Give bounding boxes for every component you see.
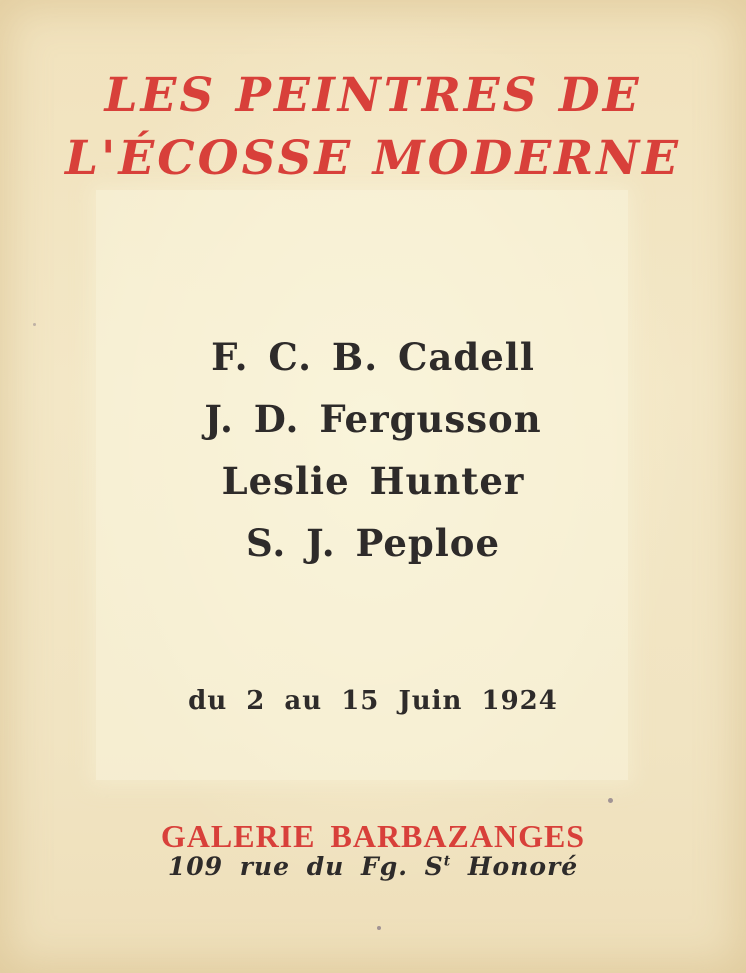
artist-name: Leslie Hunter [221, 459, 525, 503]
address-main: 109 rue du Fg. S [167, 852, 444, 881]
gallery-address [0, 852, 746, 881]
paper-speck [608, 798, 613, 803]
paper-speck [377, 926, 381, 930]
title-line-1: LES PEINTRES DE [104, 68, 642, 123]
artist-list [0, 326, 746, 574]
artist-name: F. C. B. Cadell [211, 335, 535, 379]
address-superscript: t [443, 853, 452, 870]
artist-name: S. J. Peploe [245, 521, 501, 565]
title-line-2: L'ÉCOSSE MODERNE [64, 131, 682, 186]
artist-name: J. D. Fergusson [204, 397, 542, 441]
address-end: Honoré [451, 852, 579, 881]
exhibition-dates: du 2 au 15 Juin 1924 [188, 686, 558, 716]
gallery-name: GALERIE BARBAZANGES [160, 818, 586, 854]
